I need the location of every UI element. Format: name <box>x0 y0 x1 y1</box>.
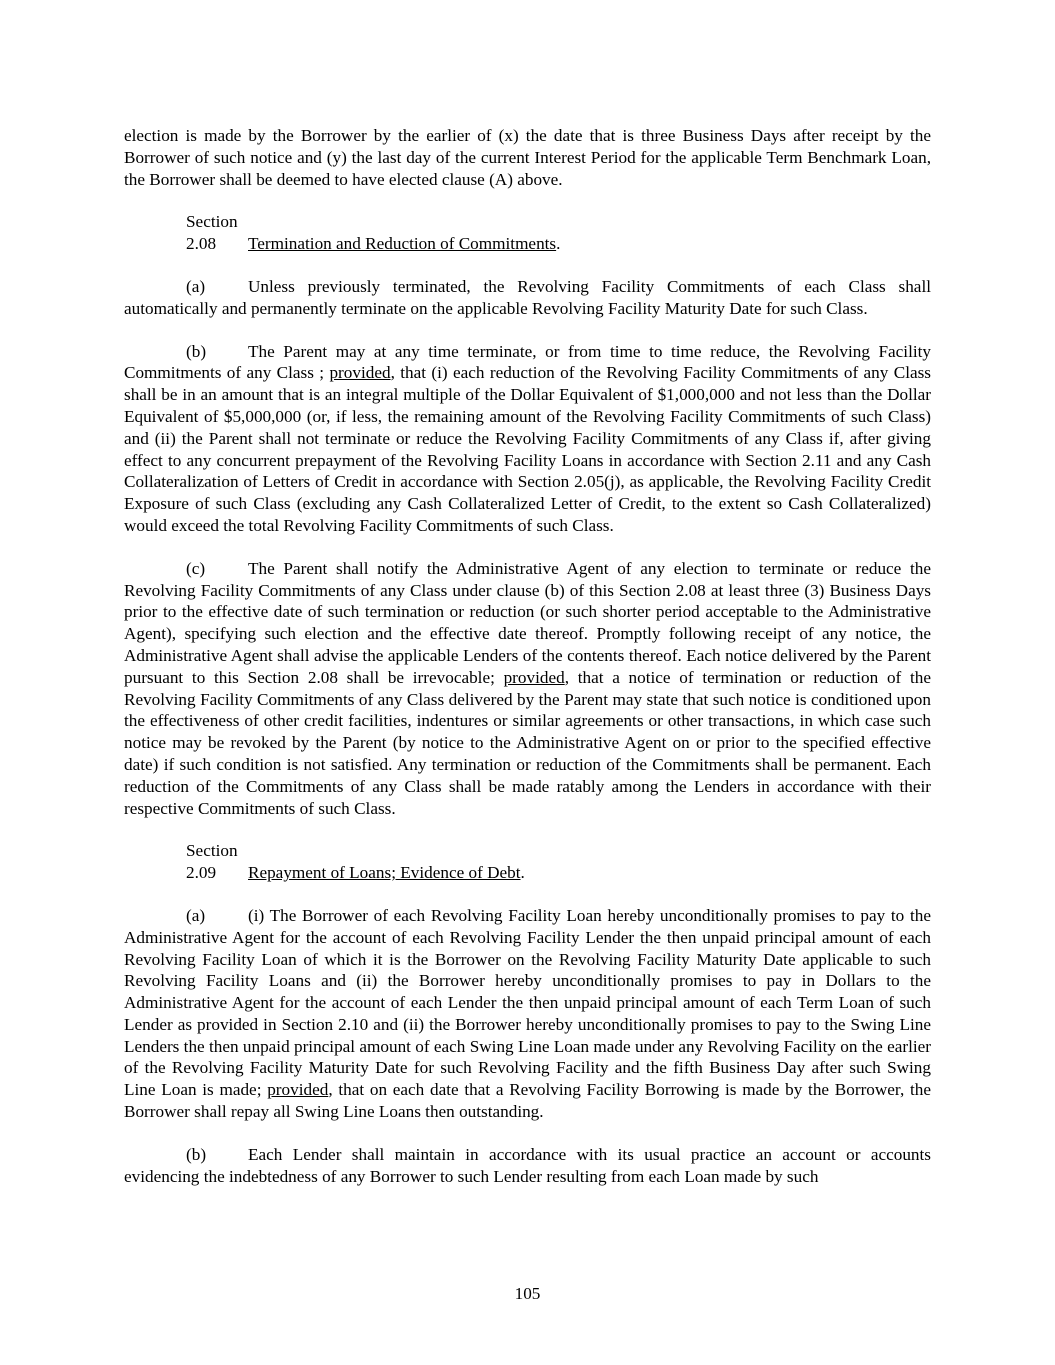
section-2-08-heading <box>124 211 931 255</box>
clause-text: , that (i) each reduction of the Revolving Facility Commitments of any Class shall be in an amount that is an integral multiple of the Dollar Equivalent of $1,000,000 and not less than the Dollar Equivalent of $5,000,000 (or, if less, the remaining amount of the Revolving Facility Commitments of such Class) and (ii) the Parent shall not terminate or reduce the Revolving Facility Commitments of any Class if, after giving effect to any concurrent prepayment of the Revolving Facility Loans in accordance with Section 2.11 and any Cash Collateralization of Letters of Credit in accordance with Section 2.05(j), as applicable, the Revolving Facility Credit Exposure of such Class (excluding any Cash Collateralized Letter of Credit, to the extent so Cash Collateralized) would exceed the total Revolving Facility Commitments of such Class. <box>124 363 931 535</box>
clause-label: (b) <box>186 341 207 361</box>
provided-term: provided <box>503 667 565 687</box>
section-number: Section 2.09 <box>186 841 238 883</box>
clause-label: (a) <box>186 905 206 925</box>
clause-label: (c) <box>186 558 206 578</box>
provided-term: provided <box>267 1080 329 1100</box>
clause-text: (i) The Borrower of each Revolving Facility Loan hereby unconditionally promises to pay to the Administrative Agent for the account of each Revolving Facility Lender the then unpaid principal amount of each Revolving Facility Loan of which it is the Borrower on the Revolving Facility Maturity Date applicable to such Revolving Facility Loans and (ii) the Borrower hereby unconditionally promises to pay in Dollars to the Administrative Agent for the account of each Lender the then unpaid principal amount of each Term Loan of such Lender as provided in Section 2.10 and (ii) the Borrower hereby unconditionally promises to pay to the Swing Line Lenders the then unpaid principal amount of each Swing Line Loan made under any Revolving Facility on the earlier of the Revolving Facility Maturity Date for such Revolving Facility and the fifth Business Day after such Swing Line Loan is made; <box>124 905 931 1100</box>
document-body <box>124 125 931 1208</box>
page-number: 105 <box>514 1284 541 1303</box>
section-title-punct: . <box>520 863 525 883</box>
paragraph-2-09-b <box>124 1144 931 1188</box>
clause-label: (a) <box>186 276 206 296</box>
provided-term: provided <box>329 363 391 383</box>
paragraph-continued: election is made by the Borrower by the earlier of (x) the date that is three Business Days after receipt by the Borrower of such notice and (y) the last day of the current Interest Period for the applicable Term Benchmark Loan, the Borrower shall be deemed to have elected clause (A) above. <box>124 126 931 189</box>
section-2-09-heading <box>124 840 931 884</box>
section-title-punct: . <box>556 234 561 254</box>
clause-text: , that on each date that a Revolving Facility Borrowing is made by the Borrower, the Borrower shall repay all Swing Line Loans then outstanding. <box>124 1080 931 1122</box>
section-title: Termination and Reduction of Commitments <box>248 234 557 254</box>
clause-text: Unless previously terminated, the Revolving Facility Commitments of each Class shall automatically and permanently terminate on the applicable Revolving Facility Maturity Date for such Class. <box>124 276 931 318</box>
paragraph-2-08-a <box>124 276 931 320</box>
paragraph-2-08-b <box>124 341 931 537</box>
clause-text: The Parent may at any time terminate, or from time to time reduce, the Revolving Facility Commitments of any Class ; <box>124 341 931 383</box>
paragraph-2-09-a <box>124 905 931 1123</box>
section-number: Section 2.08 <box>186 212 238 254</box>
section-title: Repayment of Loans; Evidence of Debt <box>248 863 521 883</box>
clause-text: Each Lender shall maintain in accordance with its usual practice an account or accounts evidencing the indebtedness of any Borrower to such Lender resulting from each Loan made by such <box>124 1144 931 1186</box>
clause-label: (b) <box>186 1144 207 1164</box>
clause-text: The Parent shall notify the Administrative Agent of any election to terminate or reduce the Revolving Facility Commitments of any Class under clause (b) of this Section 2.08 at least three (3) Business Days prior to the effective date of such termination or reduction (or such shorter period acceptable to the Administrative Agent), specifying such election and the effective date thereof. Promptly following receipt of any notice, the Administrative Agent shall advise the applicable Lenders of the contents thereof. Each notice delivered by the Parent pursuant to this Section 2.08 shall be irrevocable; <box>124 558 931 687</box>
clause-text: , that a notice of termination or reduction of the Revolving Facility Commitments of any Class delivered by the Parent may state that such notice is conditioned upon the effectiveness of other credit facilities, indentures or similar agreements or other transactions, in which case such notice may be revoked by the Parent (by notice to the Administrative Agent on or prior to the specified effective date) if such condition is not satisfied. Any termination or reduction of the Commitments shall be permanent. Each reduction of the Commitments of any Class shall be made ratably among the Lenders in accordance with their respective Commitments of such Class. <box>124 667 931 818</box>
paragraph-2-08-c <box>124 558 931 820</box>
